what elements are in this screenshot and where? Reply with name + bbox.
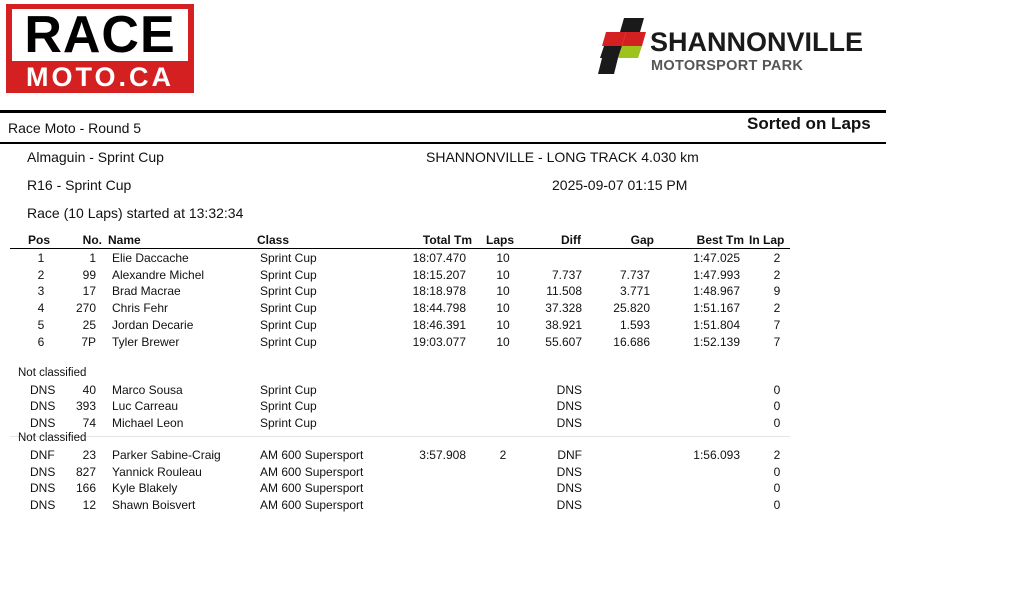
cell-inlap: 7	[773, 317, 781, 332]
cell-total: 3:57.908	[419, 448, 466, 462]
cell-no: 74	[82, 415, 96, 430]
cell-gap: 16.686	[613, 334, 650, 349]
cell-class: AM 600 Supersport	[260, 464, 364, 479]
race-moto-logo-top: RACE	[12, 9, 188, 61]
cell-laps: 10	[496, 334, 510, 349]
cell-name: Parker Sabine-Craig	[112, 448, 221, 462]
cell-best: 1:56.093	[693, 448, 740, 462]
cell-name: Marco Sousa	[112, 383, 183, 397]
cell-class: AM 600 Supersport	[260, 498, 364, 513]
cell-no: 99	[82, 267, 96, 282]
cell-name: Yannick Rouleau	[112, 464, 202, 479]
cell-inlap: 7	[773, 334, 781, 349]
cell-best: 1:52.139	[693, 334, 740, 349]
cell-best: 1:48.967	[693, 284, 740, 299]
column-header-laps: Laps	[485, 233, 514, 247]
cell-name: Alexandre Michel	[112, 267, 205, 282]
track-name: SHANNONVILLE - LONG TRACK 4.030 km	[426, 149, 699, 165]
race-datetime: 2025-09-07 01:15 PM	[552, 177, 688, 193]
cell-total: 18:07.470	[412, 251, 466, 265]
cell-no: 12	[82, 498, 96, 513]
cell-no: 25	[82, 317, 96, 332]
cell-diff: 55.607	[545, 334, 582, 349]
cell-inlap: 0	[773, 464, 781, 479]
cell-no: 827	[75, 464, 96, 479]
cell-total: 18:15.207	[412, 267, 466, 282]
cell-laps: 10	[496, 317, 510, 332]
cell-name: Tyler Brewer	[112, 334, 180, 349]
cell-total: 19:03.077	[412, 334, 466, 349]
column-header-total: Total Tm	[422, 233, 472, 247]
cell-class: AM 600 Supersport	[260, 448, 364, 462]
column-header-pos: Pos	[28, 233, 51, 247]
cell-diff: 37.328	[545, 301, 582, 316]
cell-inlap: 2	[773, 251, 781, 265]
race-start-info: Race (10 Laps) started at 13:32:34	[27, 205, 244, 221]
cell-pos: 3	[37, 284, 45, 299]
cell-laps: 10	[496, 301, 510, 316]
column-header-class: Class	[257, 233, 290, 247]
cell-inlap: 2	[773, 448, 781, 462]
column-header-gap: Gap	[630, 233, 654, 247]
column-header-diff: Diff	[561, 233, 581, 247]
cell-inlap: 0	[773, 399, 781, 414]
cell-pos: DNS	[30, 481, 56, 496]
cell-total: 18:46.391	[412, 317, 466, 332]
cell-gap: 7.737	[619, 267, 650, 282]
cell-name: Michael Leon	[112, 415, 184, 430]
cell-no: 166	[75, 481, 96, 496]
cell-class: Sprint Cup	[260, 415, 317, 430]
cell-laps: 10	[496, 284, 510, 299]
cell-pos: DNS	[30, 464, 56, 479]
cell-inlap: 0	[773, 498, 781, 513]
cell-diff: DNS	[556, 383, 582, 397]
cell-gap: 25.820	[613, 301, 650, 316]
cell-inlap: 0	[773, 383, 781, 397]
cell-no: 40	[82, 383, 96, 397]
cell-inlap: 2	[773, 267, 781, 282]
cell-diff: 38.921	[545, 317, 582, 332]
cell-class: Sprint Cup	[260, 301, 317, 316]
session-name: Almaguin - Sprint Cup	[27, 149, 164, 165]
cell-class: AM 600 Supersport	[260, 481, 364, 496]
group-divider	[10, 436, 790, 437]
cell-pos: DNS	[30, 399, 56, 414]
cell-class: Sprint Cup	[260, 251, 317, 265]
cell-name: Kyle Blakely	[112, 481, 178, 496]
cell-pos: DNS	[30, 415, 56, 430]
column-header-name: Name	[108, 233, 141, 247]
cell-name: Elie Daccache	[112, 251, 189, 265]
race-moto-logo	[6, 4, 194, 93]
cell-total: 18:44.798	[412, 301, 466, 316]
column-header-inlap: In Lap	[749, 233, 785, 247]
cell-diff: DNS	[556, 498, 582, 513]
cell-name: Jordan Decarie	[112, 317, 194, 332]
event-title: Race Moto - Round 5	[8, 120, 142, 136]
cell-diff: 7.737	[551, 267, 582, 282]
cell-no: 7P	[81, 334, 96, 349]
cell-pos: DNS	[30, 383, 56, 397]
cell-best: 1:51.804	[693, 317, 740, 332]
cell-no: 1	[89, 251, 96, 265]
cell-name: Luc Carreau	[112, 399, 179, 414]
shannonville-name: SHANNONVILLE	[650, 27, 864, 57]
cell-inlap: 9	[773, 284, 781, 299]
cell-laps: 10	[496, 251, 510, 265]
cell-inlap: 0	[773, 481, 781, 496]
cell-inlap: 2	[773, 301, 781, 316]
cell-pos: 1	[37, 251, 45, 265]
cell-no: 23	[82, 448, 96, 462]
cell-pos: 4	[37, 301, 45, 316]
cell-pos: 5	[37, 317, 45, 332]
cell-class: Sprint Cup	[260, 399, 317, 414]
cell-inlap: 0	[773, 415, 781, 430]
shannonville-subtitle: MOTORSPORT PARK	[651, 58, 804, 74]
cell-no: 270	[75, 301, 96, 316]
header-rule-bottom	[0, 142, 886, 144]
cell-pos: 6	[37, 334, 45, 349]
cell-diff: DNF	[557, 448, 582, 462]
cell-name: Brad Macrae	[112, 284, 181, 299]
header-rule-top	[0, 110, 886, 113]
column-header-rule	[10, 248, 790, 249]
cell-best: 1:47.025	[693, 251, 740, 265]
cell-gap: 3.771	[619, 284, 650, 299]
cell-pos: 2	[37, 267, 45, 282]
cell-class: Sprint Cup	[260, 267, 317, 282]
cell-best: 1:47.993	[693, 267, 740, 282]
cell-class: Sprint Cup	[260, 317, 317, 332]
cell-diff: DNS	[556, 415, 582, 430]
checkered-flag-icon	[598, 18, 650, 82]
cell-diff: 11.508	[546, 284, 582, 299]
cell-class: Sprint Cup	[260, 383, 317, 397]
column-header-best: Best Tm	[696, 233, 744, 247]
cell-laps: 10	[496, 267, 510, 282]
cell-no: 17	[82, 284, 96, 299]
cell-class: Sprint Cup	[260, 284, 317, 299]
race-moto-logo-bottom: MOTO.CA	[26, 62, 174, 92]
race-name: R16 - Sprint Cup	[27, 177, 132, 193]
cell-name: Chris Fehr	[112, 301, 169, 316]
cell-diff: DNS	[556, 481, 582, 496]
sort-label: Sorted on Laps	[747, 114, 871, 133]
cell-pos: DNS	[30, 498, 56, 513]
cell-pos: DNF	[30, 448, 55, 462]
column-header-no: No.	[82, 233, 102, 247]
shannonville-logo	[598, 18, 888, 82]
not-classified-label: Not classified	[18, 367, 87, 379]
cell-class: Sprint Cup	[260, 334, 317, 349]
cell-gap: 1.593	[619, 317, 650, 332]
not-classified-label: Not classified	[18, 432, 87, 443]
cell-diff: DNS	[556, 399, 582, 414]
cell-diff: DNS	[556, 464, 582, 479]
cell-name: Shawn Boisvert	[112, 498, 196, 513]
cell-no: 393	[75, 399, 96, 414]
cell-laps: 2	[499, 448, 507, 462]
cell-total: 18:18.978	[412, 284, 466, 299]
cell-best: 1:51.167	[693, 301, 740, 316]
